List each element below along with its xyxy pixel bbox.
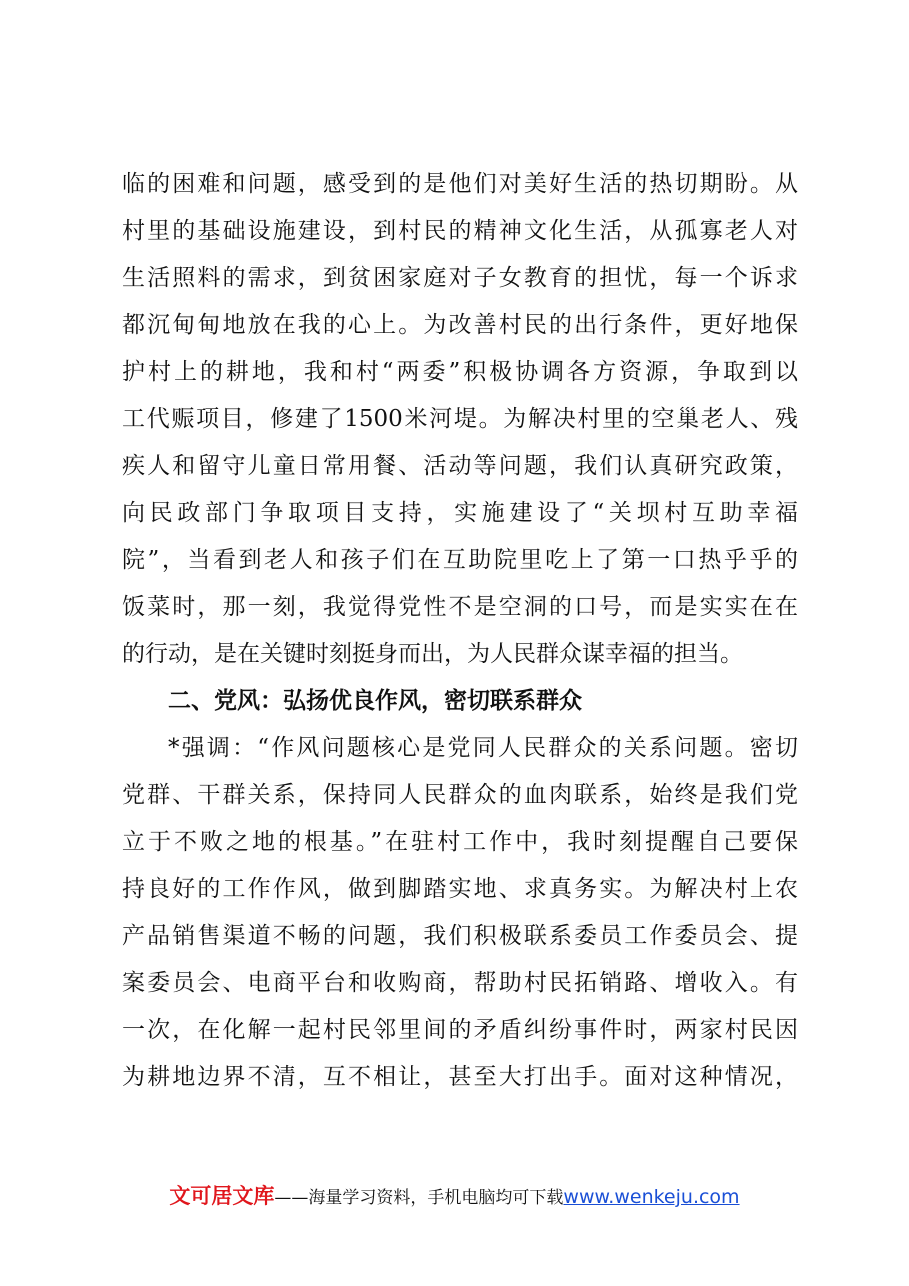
text-line: 的行动，是在关键时刻挺身而出，为人民群众谋幸福的担当。 bbox=[122, 641, 743, 667]
footer-tagline: ——海量学习资料，手机电脑均可下载 bbox=[274, 1188, 564, 1208]
footer-banner bbox=[0, 1180, 909, 1210]
text-line: 饭菜时，那一刻，我觉得党性不是空洞的口号，而是实实在在 bbox=[122, 594, 798, 620]
text-line: 党群、干群关系，保持同人民群众的血肉联系，始终是我们党 bbox=[122, 782, 798, 808]
text-line: 都沉甸甸地放在我的心上。为改善村民的出行条件，更好地保 bbox=[122, 312, 798, 338]
body-text bbox=[122, 161, 798, 1101]
text-line: 疾人和留守儿童日常用餐、活动等问题，我们认真研究政策， bbox=[122, 453, 798, 479]
text-line: 案委员会、电商平台和收购商，帮助村民拓销路、增收入。有 bbox=[122, 970, 798, 996]
text-line: *强调：“作风问题核心是党同人民群众的关系问题。密切 bbox=[168, 735, 798, 761]
text-line: 向民政部门争取项目支持，实施建设了“关坝村互助幸福 bbox=[122, 500, 798, 526]
text-line: 持良好的工作作风，做到脚踏实地、求真务实。为解决村上农 bbox=[122, 876, 798, 902]
text-line: 临的困难和问题，感受到的是他们对美好生活的热切期盼。从 bbox=[122, 171, 798, 197]
text-line: 村里的基础设施建设，到村民的精神文化生活，从孤寡老人对 bbox=[122, 218, 798, 244]
section-heading: 二、党风：弘扬优良作风，密切联系群众 bbox=[168, 688, 582, 714]
text-line: 一次，在化解一起村民邻里间的矛盾纠纷事件时，两家村民因 bbox=[122, 1017, 798, 1043]
text-line: 立于不败之地的根基。”在驻村工作中，我时刻提醒自己要保 bbox=[122, 829, 798, 855]
text-line: 产品销售渠道不畅的问题，我们积极联系委员工作委员会、提 bbox=[122, 923, 798, 949]
text-line: 院”，当看到老人和孩子们在互助院里吃上了第一口热乎乎的 bbox=[122, 547, 798, 573]
text-line: 护村上的耕地，我和村“两委”积极协调各方资源，争取到以 bbox=[122, 359, 798, 385]
text-line: 生活照料的需求，到贫困家庭对子女教育的担忧，每一个诉求 bbox=[122, 265, 798, 291]
footer-brand: 文可居文库 bbox=[169, 1184, 275, 1208]
text-line: 为耕地边界不清，互不相让，甚至大打出手。面对这种情况， bbox=[122, 1064, 798, 1090]
footer-site-link[interactable]: www.wenkeju.com bbox=[563, 1186, 740, 1208]
text-line: 工代赈项目，修建了1500米河堤。为解决村里的空巢老人、残 bbox=[122, 406, 798, 432]
